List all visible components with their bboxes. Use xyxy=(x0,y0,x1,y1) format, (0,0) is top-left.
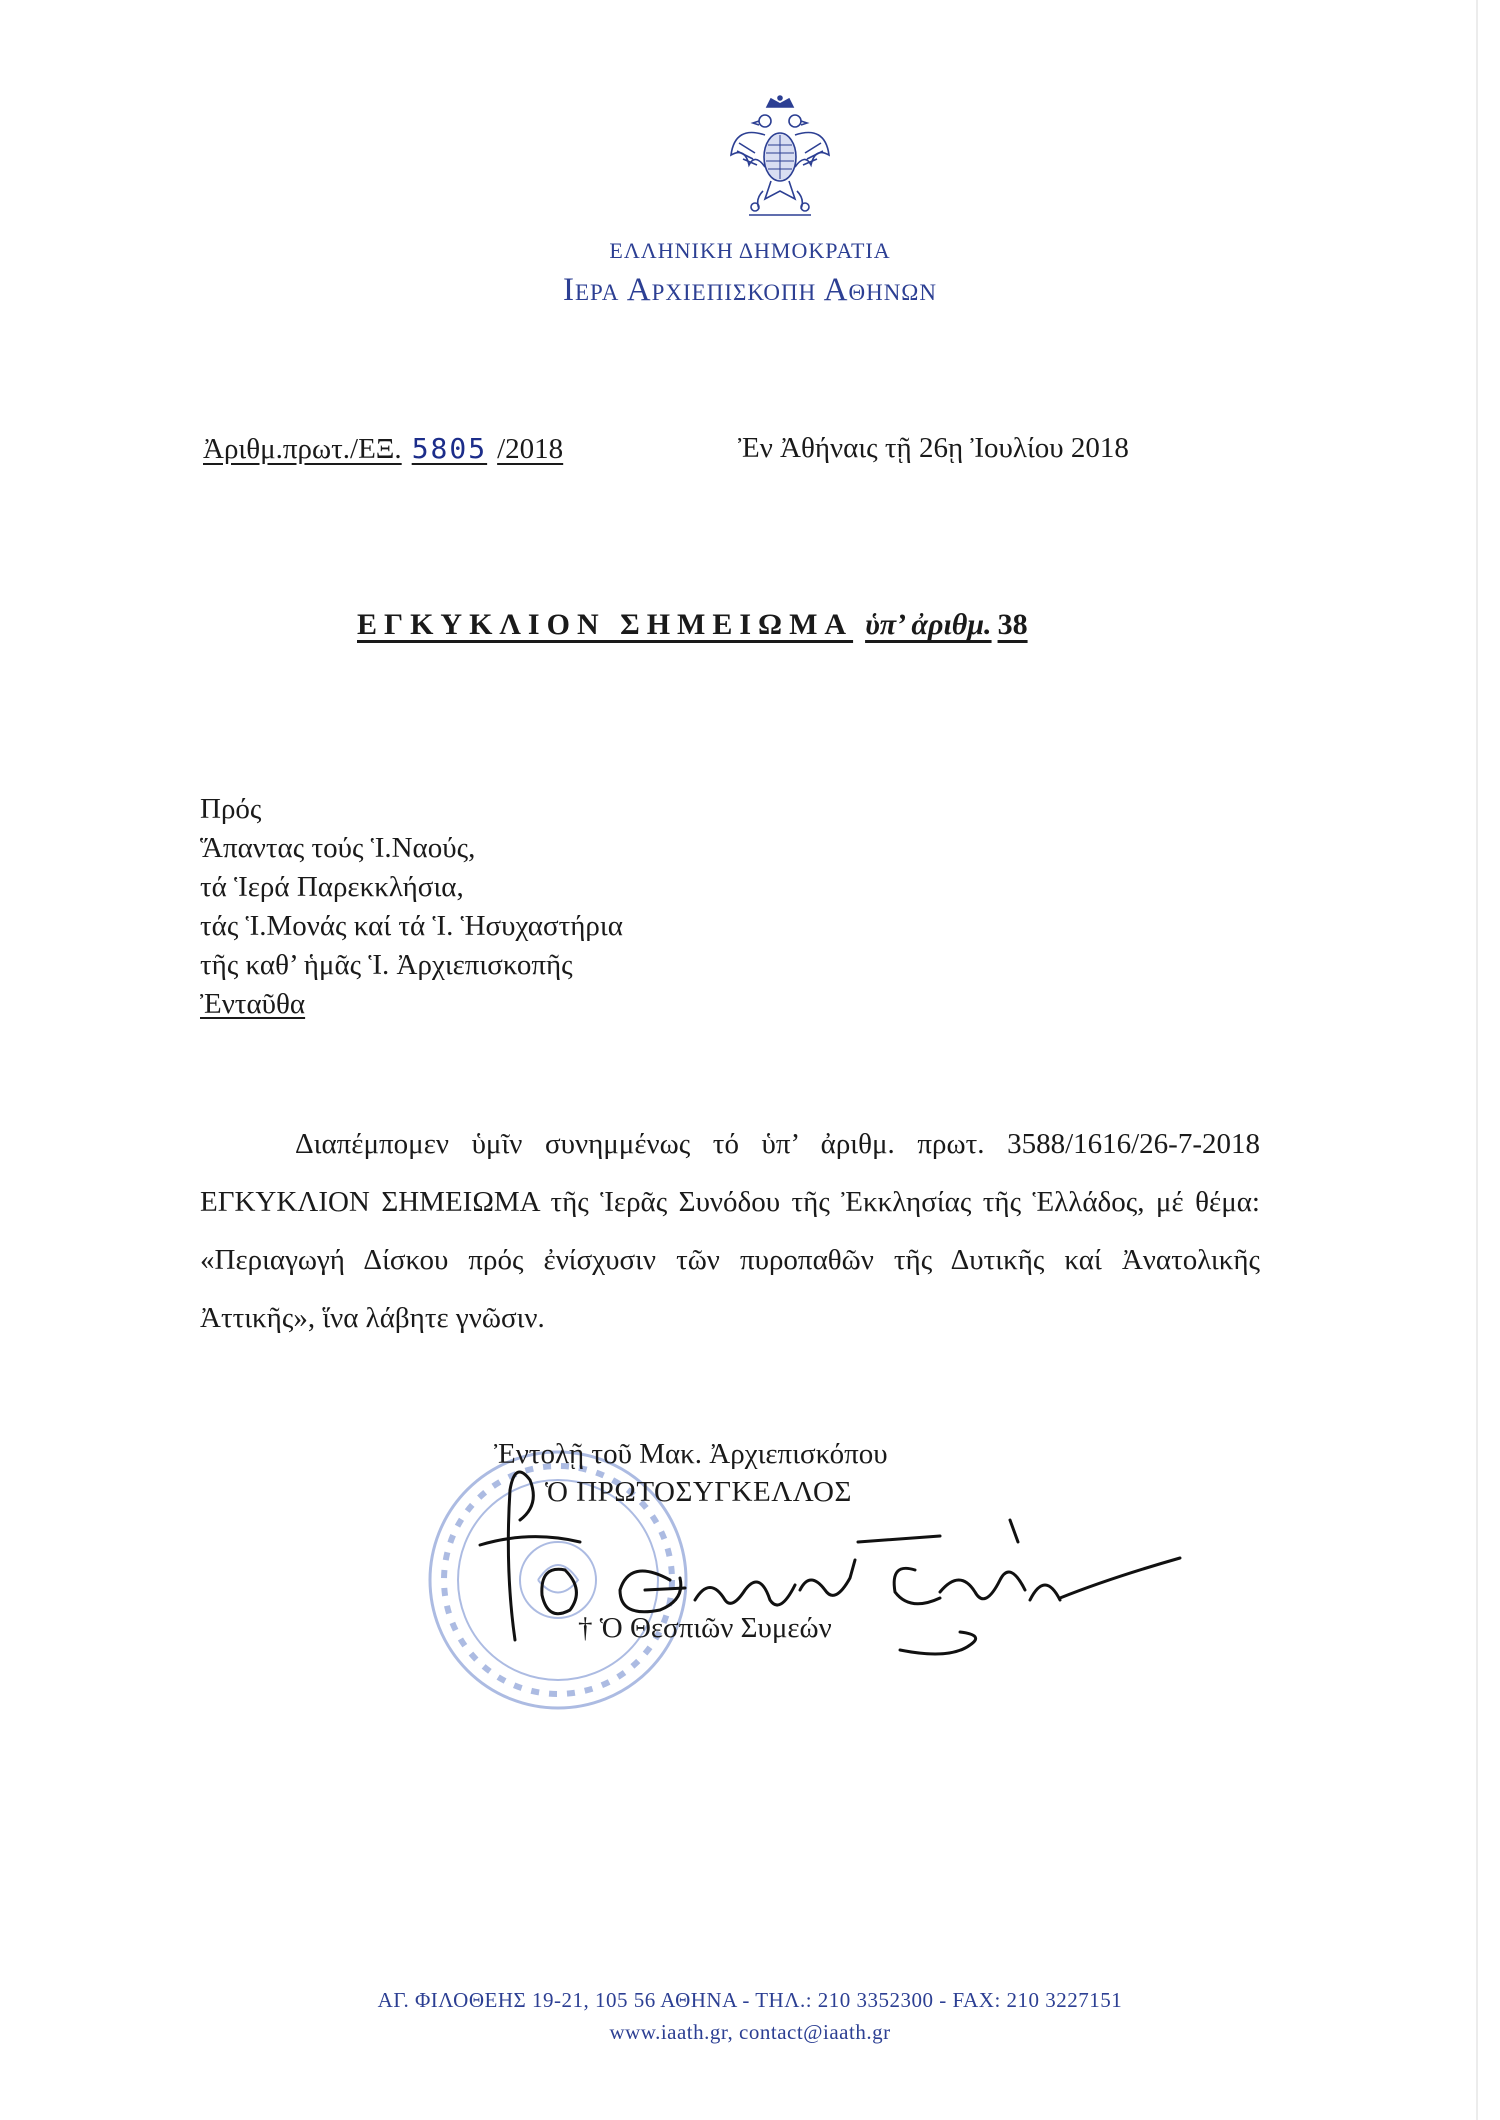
recipient-line: τά Ἱερά Παρεκκλήσια, xyxy=(200,871,464,903)
footer-address: ΑΓ. ΦΙΛΟΘΕΗΣ 19-21, 105 56 ΑΘΗΝΑ - ΤΗΛ.: 210 3352300 - FAX: 210 3227151 xyxy=(377,1988,1123,2012)
recipient-line: τάς Ἱ.Μονάς καί τά Ἱ. Ἡσυχαστήρια xyxy=(200,910,623,942)
body-text: Διαπέμπομεν ὑμῖν συνημμένως τό ὑπ’ ἀριθμ. πρωτ. 3588/1616/26-7-2018 ΕΓΚΥΚΛΙΟΝ ΣΗΜΕΙΩΜΑ τῆς Ἱερᾶς Συνόδου τῆς Ἐκκλησίας τῆς Ἑλλάδος, μέ θέμα: «Περιαγωγή Δίσκου πρός ἐνίσχυσιν τῶν πυροπαθῶν τῆς Δυτικῆς καί Ἀνατολικῆς Ἀττικῆς», ἵνα λάβητε γνῶσιν. xyxy=(200,1128,1260,1334)
double-headed-eagle-icon xyxy=(725,95,835,225)
protocol-prefix: Ἀριθμ.πρωτ./ΕΞ. xyxy=(203,433,402,465)
recipient-location: Ἐνταῦθα xyxy=(200,988,306,1020)
recipients-block xyxy=(200,790,623,1024)
recipients-to: Πρός xyxy=(200,793,262,825)
protocol-handwritten-number: 5805 xyxy=(411,432,488,465)
handwritten-signature xyxy=(470,1450,1190,1690)
signature-order-line: Ἐντολῇ τοῦ Μακ. Ἀρχιεπισκόπου xyxy=(494,1438,888,1470)
protocol-number xyxy=(203,432,563,466)
title-number: 38 xyxy=(997,608,1028,641)
document-date: Ἐν Ἀθήναις τῇ 26ῃ Ἰουλίου 2018 xyxy=(738,432,1129,464)
recipient-line: Ἅπαντας τούς Ἱ.Ναούς, xyxy=(200,832,476,864)
page-edge-line xyxy=(1476,0,1478,2120)
title-sub: ὑπ’ ἀριθμ. xyxy=(865,608,992,641)
signature-role: Ὁ ΠΡΩΤΟΣΥΓΚΕΛΛΟΣ xyxy=(545,1476,852,1508)
title-main: ΕΓΚΥΚΛΙΟΝ ΣΗΜΕΙΩΜΑ xyxy=(357,608,854,641)
organization-heading: Ιερα Αρχιεπισκοπη Αθηνων xyxy=(562,272,938,308)
signatory-name: † Ὁ Θεσπιῶν Συμεών xyxy=(578,1612,832,1644)
country-heading: ΕΛΛΗΝΙΚΗ ΔΗΜΟΚΡΑΤΙΑ xyxy=(609,238,891,263)
recipient-line: τῆς καθ’ ἡμᾶς Ἱ. Ἀρχιεπισκοπῆς xyxy=(200,949,573,981)
protocol-year: /2018 xyxy=(497,433,564,465)
body-paragraph xyxy=(200,1115,1260,1347)
footer-web: www.iaath.gr, contact@iaath.gr xyxy=(609,2020,891,2044)
document-title xyxy=(357,608,1028,642)
